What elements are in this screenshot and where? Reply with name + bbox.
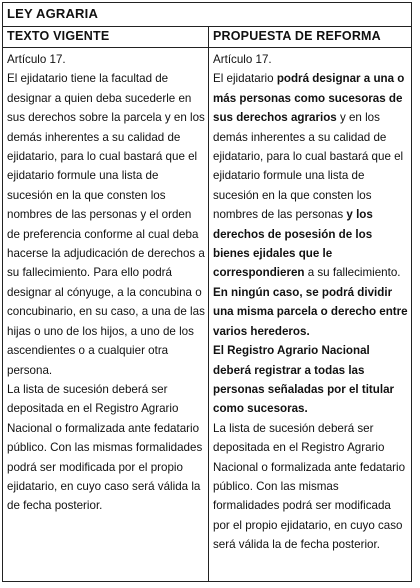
left-paragraph-2: La lista de sucesión deberá ser depositada en el Registro Agrario Nacional o formalizada ante fedatario público. Con las mismas formalidades podrá ser modificada por el propio ejidatario, en cuyo caso será válida la de fecha posterior. <box>7 382 203 513</box>
reform-proposal-column <box>209 26 411 581</box>
right-p1-text-e: a su fallecimiento. <box>304 266 401 280</box>
right-paragraph-2 <box>213 283 408 341</box>
current-text-column <box>3 26 209 581</box>
right-paragraph-4: La lista de sucesión deberá ser depositada en el Registro Agrario Nacional o formalizada ante fedatario público. Con las mismas formalidades podrá ser modificada por el propio ejidatario, en cuyo caso será válida la de fecha posterior. <box>213 421 406 552</box>
right-article-label: Artículo 17. <box>213 53 272 66</box>
right-p2-bold: En ningún caso, se podrá dividir una misma parcela o derecho entre varios herederos. <box>213 285 408 338</box>
right-p3-bold: El Registro Agrario Nacional deberá registrar a todas las personas señaladas por el titular como sucesoras. <box>213 344 395 416</box>
document-title: LEY AGRARIA <box>3 3 411 27</box>
right-p1-text-a: El ejidatario <box>213 72 277 86</box>
right-p1-text-c: y en los demás inherentes a su calidad de ejidatario, para lo cual bastará que el ejidatario formule una lista de sucesión en la que consten los nombres de las personas <box>213 111 404 222</box>
right-p1-bold-b: podrá designar a una o más personas como sucesoras de sus derechos agrarios <box>213 72 405 125</box>
right-p1-bold-d: y los derechos de posesión de los bienes ejidales que le correspondieren <box>213 208 373 280</box>
current-text-body <box>3 48 208 516</box>
left-paragraph-1: El ejidatario tiene la facultad de designar a quien deba sucederle en sus derechos sobre la parcela y en los demás inherentes a su calidad de ejidatario, para lo cual bastará que el ejidatario formule una lista de sucesión en la que consten los nombres de las personas y el orden de preferencia conforme al cual deba hacerse la adjudicación de derechos a su fallecimiento. Para ello podrá designar al cónyuge, a la concubina o concubinario, en su caso, a una de las hijas o uno de los hijos, a uno de los ascendientes o a cualquier otra persona. <box>7 72 205 377</box>
comparison-table <box>2 2 412 582</box>
current-text-header: TEXTO VIGENTE <box>3 26 208 48</box>
columns <box>3 26 411 581</box>
reform-proposal-header: PROPUESTA DE REFORMA <box>209 26 411 48</box>
reform-proposal-body <box>209 48 411 555</box>
right-paragraph-1 <box>213 69 408 282</box>
right-paragraph-3 <box>213 341 408 419</box>
left-article-label: Artículo 17. <box>7 53 66 66</box>
